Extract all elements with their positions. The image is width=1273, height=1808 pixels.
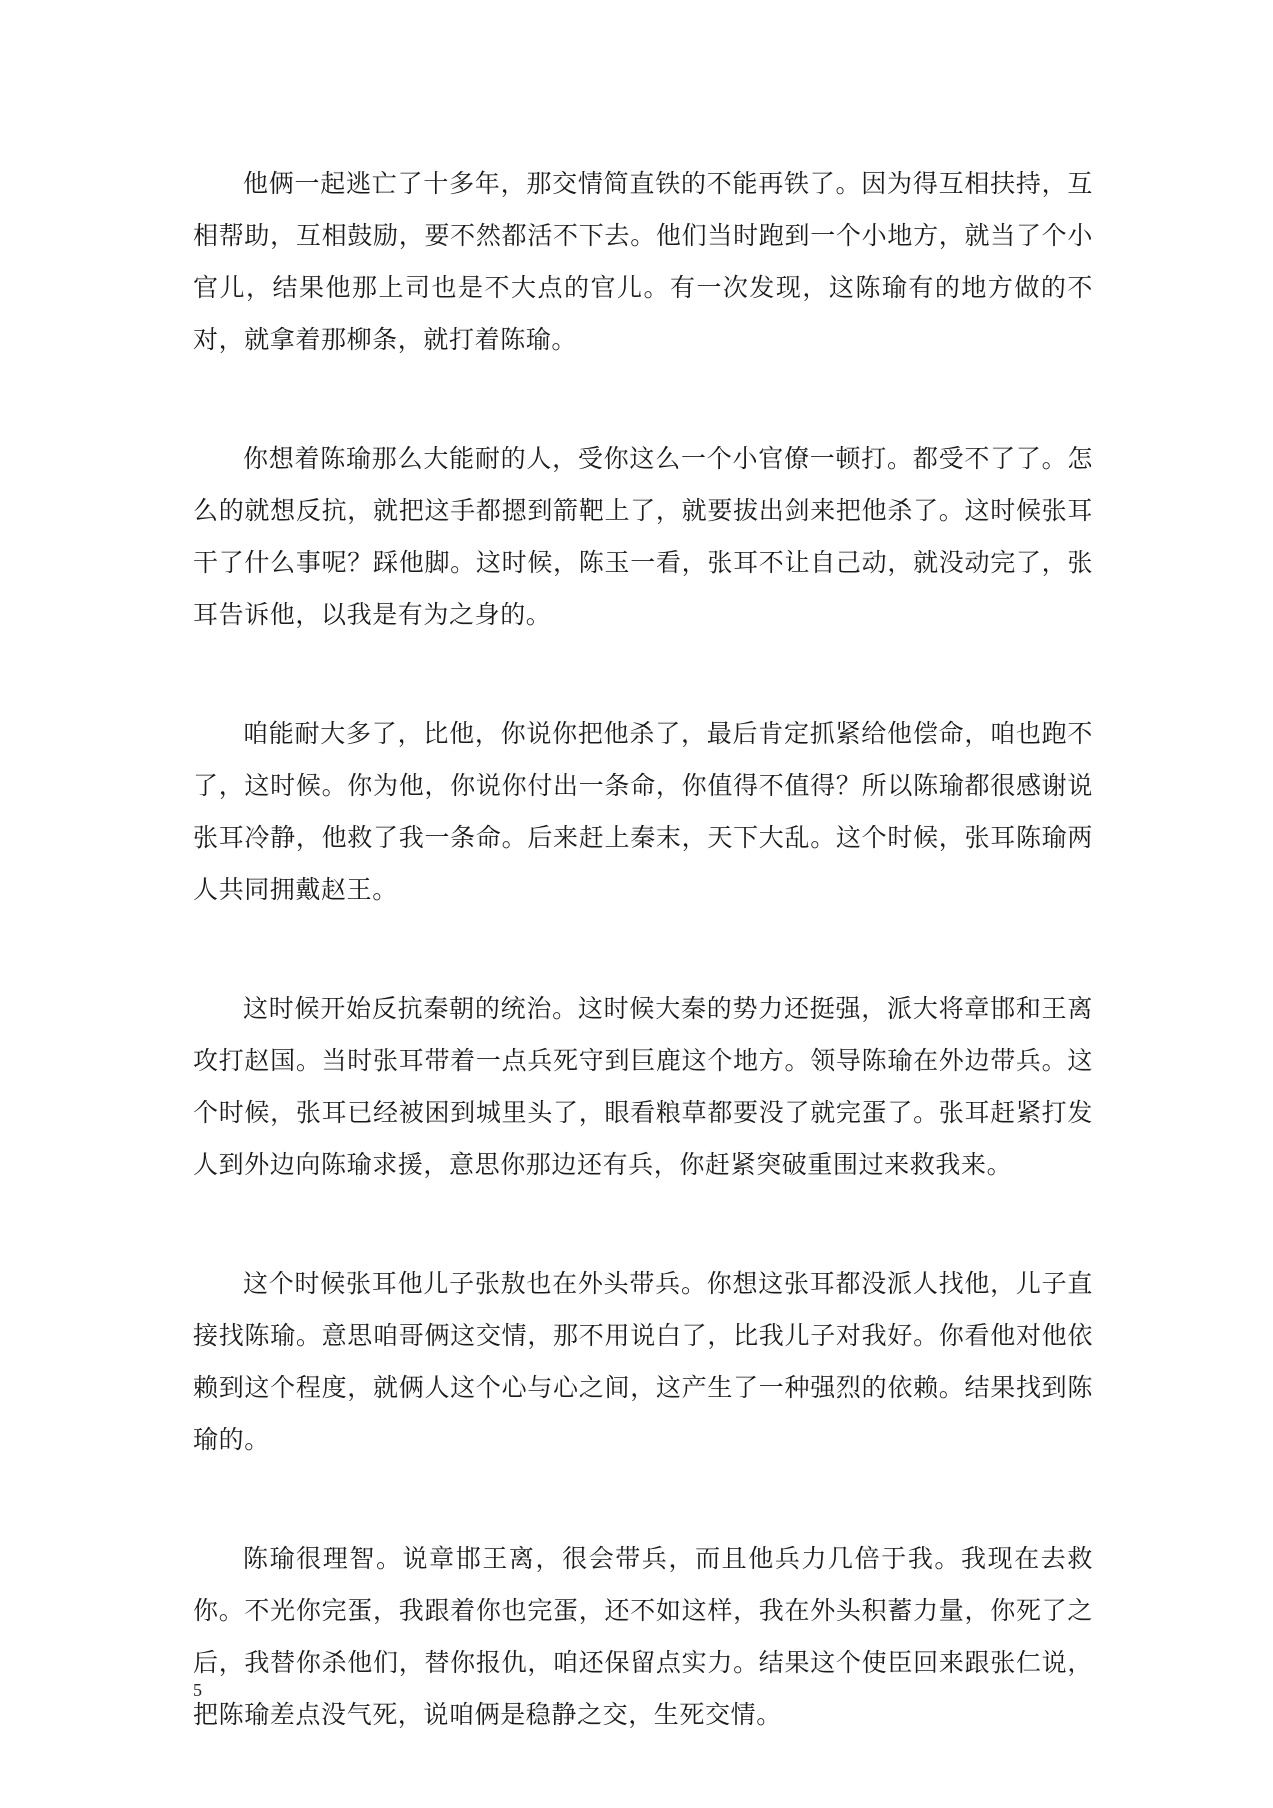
paragraph-4: 这时候开始反抗秦朝的统治。这时候大秦的势力还挺强，派大将章邯和王离攻打赵国。当时张耳带着一点兵死守到巨鹿这个地方。领导陈瑜在外边带兵。这个时候，张耳已经被困到城里头了，眼看粮草都要没了就完蛋了。张耳赶紧打发人到外边向陈瑜求援，意思你那边还有兵，你赶紧突破重围过来救我来。 xyxy=(193,994,1093,1179)
paragraph-5: 这个时候张耳他儿子张敖也在外头带兵。你想这张耳都没派人找他，儿子直接找陈瑜。意思咱哥俩这交情，那不用说白了，比我儿子对我好。你看他对他依赖到这个程度，就俩人这个心与心之间，这产生了一种强烈的依赖。结果找到陈瑜的。 xyxy=(193,1269,1093,1454)
paragraph-1: 他俩一起逃亡了十多年，那交情简直铁的不能再铁了。因为得互相扶持，互相帮助，互相鼓励，要不然都活不下去。他们当时跑到一个小地方，就当了个小官儿，结果他那上司也是不大点的官儿。有一次发现，这陈瑜有的地方做的不对，就拿着那柳条，就打着陈瑜。 xyxy=(193,169,1093,354)
paragraph-2: 你想着陈瑜那么大能耐的人，受你这么一个小官僚一顿打。都受不了了。怎么的就想反抗，就把这手都摁到箭靶上了，就要拔出剑来把他杀了。这时候张耳干了什么事呢？踩他脚。这时候，陈玉一看，张耳不让自己动，就没动完了，张耳告诉他，以我是有为之身的。 xyxy=(193,444,1093,629)
page-number: 5 xyxy=(193,1680,202,1700)
paragraph-3: 咱能耐大多了，比他，你说你把他杀了，最后肯定抓紧给他偿命，咱也跑不了，这时候。你为他，你说你付出一条命，你值得不值得？所以陈瑜都很感谢说张耳冷静，他救了我一条命。后来赶上秦末，天下大乱。这个时候，张耳陈瑜两人共同拥戴赵王。 xyxy=(193,719,1093,904)
paragraph-6: 陈瑜很理智。说章邯王离，很会带兵，而且他兵力几倍于我。我现在去救你。不光你完蛋，我跟着你也完蛋，还不如这样，我在外头积蓄力量，你死了之后，我替你杀他们，替你报仇，咱还保留点实力。结果这个使臣回来跟张仁说，把陈瑜差点没气死，说咱俩是稳静之交，生死交情。 xyxy=(193,1544,1093,1729)
document-body xyxy=(193,158,1093,1808)
